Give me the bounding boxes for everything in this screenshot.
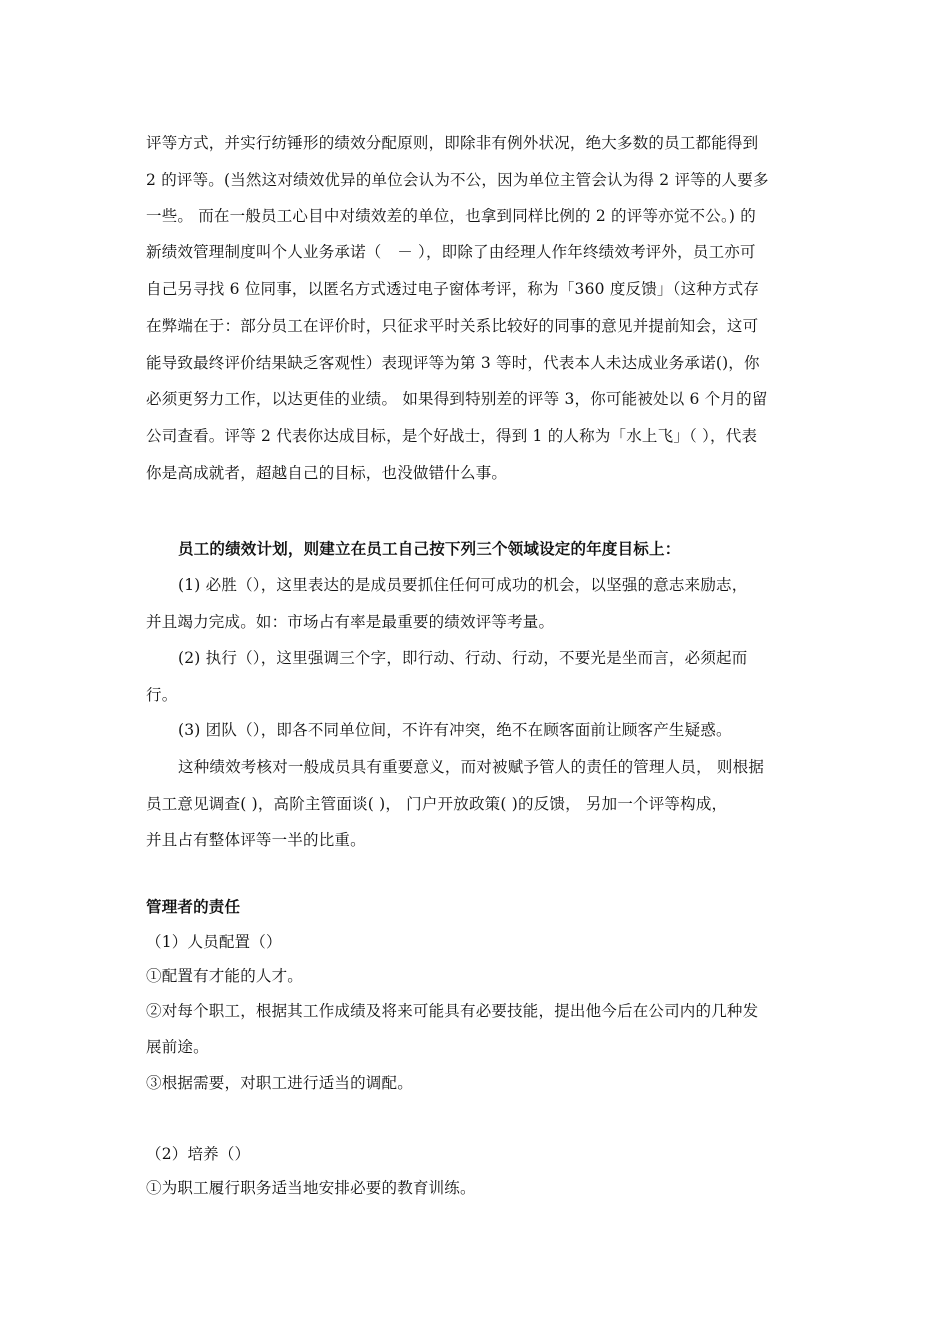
paragraph-line: 公司查看。评等 2 代表你达成目标，是个好战士，得到 1 的人称为「水上飞」（ ），代表 (146, 427, 758, 445)
manager-item-line: ②对每个职工，根据其工作成绩及将来可能具有必要技能，提出他今后在公司内的几种发 (146, 1002, 759, 1020)
paragraph-line: 必须更努力工作，以达更佳的业绩。 如果得到特别差的评等 3，你可能被处以 6 个月的留 (146, 390, 768, 408)
paragraph-line: 在弊端在于：部分员工在评价时，只征求平时关系比较好的同事的意见并提前知会，这可 (146, 317, 759, 335)
paragraph-line: 新绩效管理制度叫个人业务承诺（ － ），即除了由经理人作年终绩效考评外，员工亦可 (146, 243, 756, 261)
plan-item-line: 行。 (146, 686, 178, 704)
plan-item-line: 员工意见调查( )，高阶主管面谈( )， 门户开放政策( )的反馈， 另加一个评等构成， (146, 795, 728, 813)
manager-item-line: （2）培养（） (146, 1145, 251, 1163)
manager-item-line: ③根据需要，对职工进行适当的调配。 (146, 1074, 413, 1092)
manager-heading: 管理者的责任 (146, 897, 241, 916)
plan-item-line: 并且竭力完成。如：市场占有率是最重要的绩效评等考量。 (146, 613, 555, 631)
plan-item-line: 这种绩效考核对一般成员具有重要意义，而对被赋予管人的责任的管理人员， 则根据 (178, 758, 765, 776)
manager-item-line: 展前途。 (146, 1038, 209, 1056)
plan-heading: 员工的绩效计划，则建立在员工自己按下列三个领域设定的年度目标上： (178, 539, 681, 558)
plan-item-line: 并且占有整体评等一半的比重。 (146, 831, 366, 849)
manager-item-line: ①为职工履行职务适当地安排必要的教育训练。 (146, 1179, 476, 1197)
paragraph-line: 评等方式，并实行纺锤形的绩效分配原则，即除非有例外状况，绝大多数的员工都能得到 (146, 134, 759, 152)
manager-item-line: （1）人员配置（） (146, 933, 282, 951)
plan-item-line: (1) 必胜（），这里表达的是成员要抓住任何可成功的机会，以坚强的意志来励志， (178, 576, 748, 594)
paragraph-line: 能导致最终评价结果缺乏客观性）表现评等为第 3 等时，代表本人未达成业务承诺()，你 (146, 354, 760, 372)
paragraph-line: 你是高成就者，超越自己的目标，也没做错什么事。 (146, 464, 508, 482)
paragraph-line: 自己另寻找 6 位同事，以匿名方式透过电子窗体考评，称为「360 度反馈」（这种方式存 (146, 280, 760, 298)
paragraph-line: 一些。 而在一般员工心目中对绩效差的单位，也拿到同样比例的 2 的评等亦觉不公。) 的 (146, 207, 756, 225)
plan-item-line: (2) 执行（），这里强调三个字，即行动、行动、行动，不要光是坐而言，必须起而 (178, 649, 748, 667)
plan-item-line: (3) 团队（），即各不同单位间，不许有冲突，绝不在顾客面前让顾客产生疑惑。 (178, 721, 732, 739)
paragraph-line: 2 的评等。(当然这对绩效优异的单位会认为不公，因为单位主管会认为得 2 评等的人要多 (146, 171, 769, 189)
manager-item-line: ①配置有才能的人才。 (146, 967, 304, 985)
